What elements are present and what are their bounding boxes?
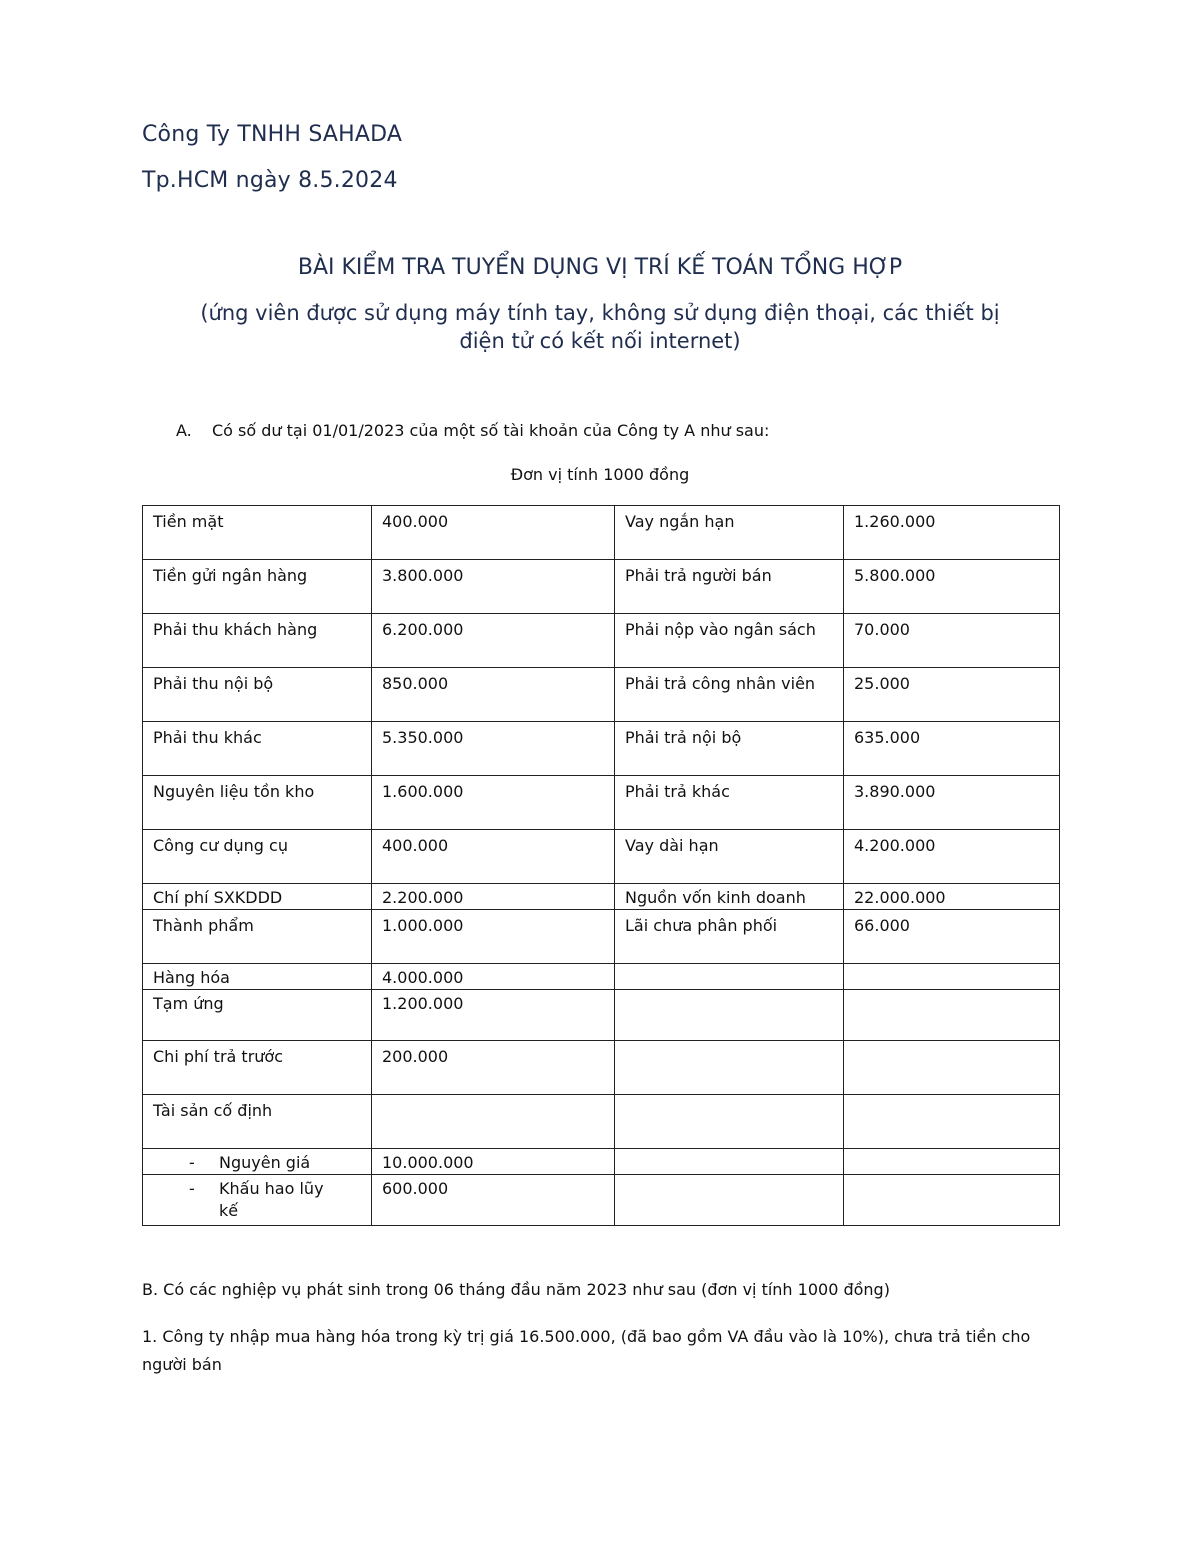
right-account-value: 4.200.000 bbox=[844, 830, 1060, 884]
table-row bbox=[143, 990, 1060, 1041]
left-account-value: 600.000 bbox=[372, 1175, 615, 1226]
right-account-value: 22.000.000 bbox=[844, 884, 1060, 910]
right-account-label bbox=[615, 1095, 844, 1149]
section-b-heading: B. Có các nghiệp vụ phát sinh trong 06 tháng đầu năm 2023 như sau (đơn vị tính 1000 đồng) bbox=[142, 1280, 890, 1299]
table-row bbox=[143, 722, 1060, 776]
left-account-value: 400.000 bbox=[372, 506, 615, 560]
right-account-label bbox=[615, 1149, 844, 1175]
left-account-value: 3.800.000 bbox=[372, 560, 615, 614]
left-account-value bbox=[372, 1095, 615, 1149]
subtitle-line-2: điện tử có kết nối internet) bbox=[459, 329, 741, 353]
left-account-label: Thành phẩm bbox=[143, 910, 372, 964]
unit-caption: Đơn vị tính 1000 đồng bbox=[510, 465, 690, 484]
section-a-text: Có số dư tại 01/01/2023 của một số tài khoản của Công ty A như sau: bbox=[212, 421, 770, 440]
left-account-value: 4.000.000 bbox=[372, 964, 615, 990]
right-account-value: 70.000 bbox=[844, 614, 1060, 668]
table-row bbox=[143, 964, 1060, 990]
right-account-label: Nguồn vốn kinh doanh bbox=[615, 884, 844, 910]
table-row bbox=[143, 1095, 1060, 1149]
sub-account-label: Nguyên giá bbox=[219, 1153, 311, 1172]
list-dash: - bbox=[189, 1153, 195, 1172]
right-account-value bbox=[844, 964, 1060, 990]
left-account-value: 10.000.000 bbox=[372, 1149, 615, 1175]
left-account-value: 6.200.000 bbox=[372, 614, 615, 668]
left-account-label bbox=[143, 1175, 372, 1226]
left-account-value: 1.000.000 bbox=[372, 910, 615, 964]
table-row bbox=[143, 830, 1060, 884]
left-account-value: 1.200.000 bbox=[372, 990, 615, 1041]
table-row bbox=[143, 1175, 1060, 1226]
right-account-label: Phải trả người bán bbox=[615, 560, 844, 614]
right-account-label bbox=[615, 1175, 844, 1226]
transaction-item: 1. Công ty nhập mua hàng hóa trong kỳ trị giá 16.500.000, (đã bao gồm VA đầu vào là 10%), chưa trả tiền cho người bán bbox=[142, 1327, 1031, 1374]
table-row bbox=[143, 560, 1060, 614]
left-account-value: 200.000 bbox=[372, 1041, 615, 1095]
left-account-value: 5.350.000 bbox=[372, 722, 615, 776]
right-account-label: Vay ngắn hạn bbox=[615, 506, 844, 560]
document-subtitle bbox=[142, 299, 1058, 355]
table-row bbox=[143, 910, 1060, 964]
right-account-value: 1.260.000 bbox=[844, 506, 1060, 560]
list-dash: - bbox=[189, 1179, 195, 1198]
left-account-value: 400.000 bbox=[372, 830, 615, 884]
right-account-label: Lãi chưa phân phối bbox=[615, 910, 844, 964]
left-account-label: Tiền mặt bbox=[143, 506, 372, 560]
table-row bbox=[143, 1041, 1060, 1095]
left-account-label: Chi phí trả trước bbox=[143, 1041, 372, 1095]
table-row bbox=[143, 614, 1060, 668]
left-account-label: Tài sản cố định bbox=[143, 1095, 372, 1149]
left-account-label: Hàng hóa bbox=[143, 964, 372, 990]
right-account-value: 66.000 bbox=[844, 910, 1060, 964]
left-account-label: Tiền gửi ngân hàng bbox=[143, 560, 372, 614]
subtitle-line-1: (ứng viên được sử dụng máy tính tay, không sử dụng điện thoại, các thiết bị bbox=[200, 301, 1000, 325]
section-a-heading bbox=[176, 421, 769, 440]
section-a-marker: A. bbox=[176, 421, 192, 440]
left-account-label bbox=[143, 1149, 372, 1175]
right-account-value bbox=[844, 1041, 1060, 1095]
balance-table bbox=[142, 505, 1060, 1226]
company-name: Công Ty TNHH SAHADA bbox=[142, 122, 403, 147]
right-account-value bbox=[844, 1149, 1060, 1175]
right-account-label: Phải nộp vào ngân sách bbox=[615, 614, 844, 668]
right-account-value bbox=[844, 990, 1060, 1041]
left-account-label: Phải thu khác bbox=[143, 722, 372, 776]
left-account-label: Nguyên liệu tồn kho bbox=[143, 776, 372, 830]
table-row bbox=[143, 884, 1060, 910]
right-account-label bbox=[615, 1041, 844, 1095]
right-account-value bbox=[844, 1175, 1060, 1226]
left-account-label: Công cư dụng cụ bbox=[143, 830, 372, 884]
table-row bbox=[143, 776, 1060, 830]
left-account-label: Tạm ứng bbox=[143, 990, 372, 1041]
right-account-label: Phải trả nội bộ bbox=[615, 722, 844, 776]
sub-account-label: Khấu hao lũy kế bbox=[219, 1179, 324, 1220]
right-account-label bbox=[615, 990, 844, 1041]
right-account-value: 5.800.000 bbox=[844, 560, 1060, 614]
right-account-label: Phải trả công nhân viên bbox=[615, 668, 844, 722]
right-account-value bbox=[844, 1095, 1060, 1149]
right-account-value: 635.000 bbox=[844, 722, 1060, 776]
right-account-label: Phải trả khác bbox=[615, 776, 844, 830]
table-row bbox=[143, 668, 1060, 722]
left-account-value: 850.000 bbox=[372, 668, 615, 722]
document-date: Tp.HCM ngày 8.5.2024 bbox=[142, 168, 398, 193]
left-account-value: 2.200.000 bbox=[372, 884, 615, 910]
right-account-value: 25.000 bbox=[844, 668, 1060, 722]
table-row bbox=[143, 506, 1060, 560]
left-account-label: Chí phí SXKDDD bbox=[143, 884, 372, 910]
left-account-label: Phải thu khách hàng bbox=[143, 614, 372, 668]
table-row bbox=[143, 1149, 1060, 1175]
right-account-value: 3.890.000 bbox=[844, 776, 1060, 830]
left-account-value: 1.600.000 bbox=[372, 776, 615, 830]
right-account-label bbox=[615, 964, 844, 990]
right-account-label: Vay dài hạn bbox=[615, 830, 844, 884]
document-title: BÀI KIỂM TRA TUYỂN DỤNG VỊ TRÍ KẾ TOÁN TỔNG HỢP bbox=[297, 255, 903, 280]
left-account-label: Phải thu nội bộ bbox=[143, 668, 372, 722]
